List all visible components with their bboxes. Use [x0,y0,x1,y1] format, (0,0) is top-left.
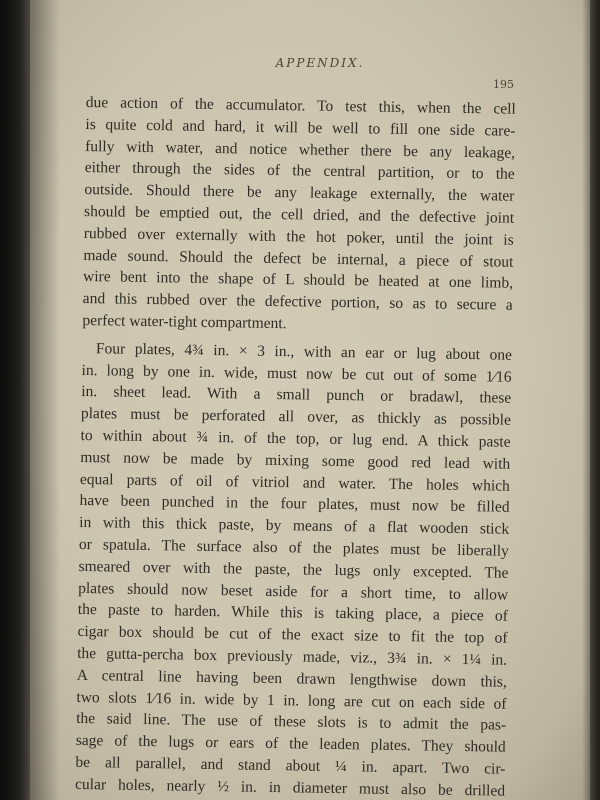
text-line: due action of the accumulator. To test this, when the cell [85,93,516,118]
text-line: plates should now beset aside for a short time, to allow [78,579,509,604]
paragraph-1 [82,92,516,338]
binding-shadow [0,0,60,800]
paragraph-2 [75,338,512,800]
text-line: fully with water, and notice whether there be any leakage, [85,137,516,162]
text-line: should be emptied out, the cell dried, and the defective joint [83,202,515,227]
text-line: have been punched in the four plates, must now be filled [79,492,510,517]
page-edge-shadow [582,0,600,800]
text-line: or spatula. The surface also of the plates must be liberally [78,535,509,560]
text-line: in. sheet lead. With a small punch or bradawl, these [81,383,512,408]
text-line: equal parts of oil of vitriol and water. The holes which [79,470,511,495]
running-head: APPENDIX. [275,56,365,70]
text-line: wire bent into the shape of L should be heated at one limb, [82,268,514,293]
text-line: two slots 1⁄16 in. wide by 1 in. long are cut on each side of [76,688,507,713]
text-line: the paste to harden. While this is taking place, a piece of [77,601,508,626]
text-line: is quite cold and hard, it will be well to fill one side care- [85,115,516,140]
text-line: sage of the lugs or ears of the leaden plates. They should [75,732,506,756]
text-line: plates must be perforated all over, as thickly as possible [80,405,512,429]
text-line: either through the sides of the central partition, or to the [84,159,515,184]
text-line: A central line having been drawn lengthwise down this, [76,666,507,691]
text-line: be all parallel, and stand about ¼ in. apart. Two cir- [75,753,506,778]
text-line: cigar box should be cut of the exact size to fit the top of [77,623,508,647]
text-line: outside. Should there be any leakage externally, the water [84,181,515,205]
page-number: 195 [493,78,514,91]
text-line: must now be made by mixing some good red lead with [80,448,511,473]
body-text [75,92,516,800]
text-line: smeared over with the paste, the lugs only excepted. The [78,557,509,582]
text-line: in with this thick paste, by means of a flat wooden stick [79,514,510,538]
text-line: perfect water-tight compartment. [82,311,287,333]
text-line: in. long by one in. wide, must now be cut out of some 1⁄16 [81,361,512,386]
text-line: the said line. The use of these slots is to admit the pas- [76,710,507,734]
text-line: to within about ¾ in. of the top, or lug end. A thick paste [80,426,511,451]
text-line: made sound. Should the defect be internal, a piece of stout [83,246,514,271]
text-line: cular holes, nearly ½ in. in diameter must also be drilled [74,775,506,800]
text-line: and this rubbed over the defective portion, so as to secure a [82,290,513,314]
text-line: the gutta-percha box previously made, viz., 3¾ in. × 1¼ in. [77,644,508,669]
text-line: Four plates, 4¾ in. × 3 in., with an ear or lug about one [95,339,513,364]
text-line: rubbed over externally with the hot poker, until the joint is [83,224,514,249]
